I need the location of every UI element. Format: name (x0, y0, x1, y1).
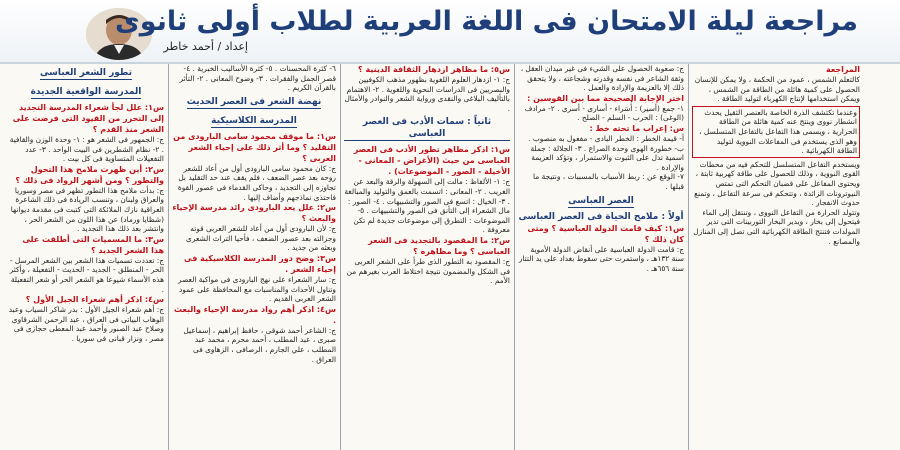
column-divider (688, 64, 689, 450)
column-heading: تطور الشعر العباسى (39, 68, 133, 78)
section-subheading: المدرسة الواقعية الجديدة (30, 87, 142, 97)
column-1 (6, 64, 166, 450)
question: س٢: علل يعد البارودى رائد مدرسة الإحياء والبعث ؟ (172, 203, 336, 224)
paragraph: ويستخدم التفاعل المتسلسل للتحكم فيه من محطات القوى النووية ، وذلك للحصول على طاقة كهربية ثابتة ، ويحتوى المفاعل على قضبان التحكم التى تمتص النيوترونات الزائدة ، وتتحكم فى سرعة التفاعل ، وتمنع حدوث الانفجار . (694, 159, 860, 208)
question: س٢: أين ظهرت ملامح هذا التحول والتطور ؟ ومن أشهر الرواد فى ذلك ؟ (15, 164, 164, 185)
section-subheading: أولاً : ملامح الحياة فى العصر العباسى (518, 211, 684, 222)
author-byline: إعداد / أحمد خاطر (163, 40, 248, 53)
question: س٣: وضح دور المدرسة الكلاسيكية فى إحياء الشعر . (184, 253, 336, 274)
paragraph: وعندما تكتشف الذرة الخاصة بالعنصر الثقيل يحدث انشطار نووى وينتج عنه كمية هائلة من الطاقة الحرارية ، ويسمى هذا التفاعل بالتفاعل المتسلسل ، وهو الذى يستخدم فى المفاعلات النووية لتوليد الطاقة الكهربائية . (699, 107, 857, 156)
column-heading: نهضة الشعر فى العصر الحديث (186, 96, 322, 107)
question: س٥: ما مظاهر ازدهار الثقافة الدينية ؟ (358, 65, 510, 74)
question: اختر الإجابة الصحيحة مما بين القوسين : (527, 93, 684, 103)
answer-text: ج: المقصود به التطور الذى طرأ على الشعر العربى فى الشكل والمضمون نتيجة اختلاط العرب بغيرهم من الأمم . (346, 256, 510, 286)
answer-text: ج: ١- ازدهار العلوم اللغوية بظهور مذهب الكوفيين والبصريين فى الدراسات النحوية واللغوية . ٢- الاهتمام بالتأليف البلاغى والنقدى ورواية الشعر والنوادر والأمثال . (344, 75, 510, 113)
question: س١: ما موقف محمود سامى البارودى من التقليد ؟ وما أثر ذلك على إحياء الشعر العربى ؟ (173, 131, 336, 163)
column-4 (516, 64, 686, 450)
answer-text: ج: صعوبة الحصول على الشيء فى غير ميدان العقل ، وثقة الشاعر فى نفسه وقدرته وشجاعته ، ولا يتحقق ذلك إلا بالعزيمة والإرادة والعمل . (520, 64, 684, 93)
column-2 (170, 64, 338, 450)
page-title: مراجعة ليلة الامتحان فى اللغة العربية لطلاب أولى ثانوى (115, 6, 858, 37)
paragraph: وتتولد الحرارة من التفاعل النووى ، وتنتقل إلى الماء فيتحول إلى بخار ، ويدير البخار التوربينات التى تدير المولدات فتنتج الطاقة الكهربائية التى تصل إلى المنازل والمصانع . (693, 207, 860, 246)
list-text: ٦- كثرة المحسنات . ٥- كثرة الأساليب الخبرية . ٤- قصر الجمل والفقرات . ٣- وضوح المعانى . ٢- التأثر بالقرآن الكريم . (179, 64, 336, 93)
column-3 (342, 64, 512, 450)
section-heading: العصر العباسى (568, 195, 634, 206)
paragraph: كالتعلم الشمس ، عمود من الحكمة ، ولا يمكن للإنسان الحصول على كمية هائلة من الطاقة من الشمس ، ويمكن استخدامها لإنتاج الكهرباء لتوليد الطاقة . (694, 75, 860, 104)
question: س١: اذكر مظاهر تطور الأدب فى العصر العباسى من حيث (الأغراض - المعانى - الأخيلة - الصور - الموضوعات) . (353, 145, 510, 177)
article-body (0, 64, 900, 450)
answer-text: ٧- الوقع عن : ربط الأسباب بالمسببات ، ونتيجة ما قبلها . (533, 172, 684, 191)
column-5 (690, 64, 862, 450)
question: س٢: ما المقصود بالتجديد فى الشعر العباسى ؟ وما مظاهره ؟ (368, 235, 510, 256)
answer-text: ج: تعددت تسميات هذا الشعر بين الشعر المرسل - الحر - المنطلق - الجديد - الحديث - التفعيلة ، وأكثر هذه الأسماء شيوعا هو الشعر الحر أو شعر التفعيلة . (9, 255, 164, 294)
page-header (0, 0, 900, 64)
question: س٤: اذكر أهم رواد مدرسة الإحياء والبعث . (173, 304, 336, 325)
column-divider (340, 64, 341, 450)
section-subheading: المدرسة الكلاسيكية (211, 115, 297, 126)
column-divider (514, 64, 515, 450)
answer-text: ج: الشاعر أحمد شوقى ، حافظ إبراهيم ، إسماعيل صبرى ، عبد المطلب ، أحمد محرم ، محمد عبد المطلب ، علي الجارم ، الرصافى ، الزهاوى فى العراق . (183, 325, 336, 364)
answer-text: ج: قامت الدولة العباسية على أنقاض الدولة الأموية سنة ١٣٢هـ ، واستمرت حتى سقوط بغداد على يد التتار سنة ٦٥٦هـ . (518, 244, 684, 273)
question: س٤: اذكر أهم شعراء الجيل الأول ؟ (25, 295, 164, 305)
answer-text: ج: الجمهور فى الشعر هو : ١- وحدة الوزن والقافية . ٢- نظام الشطرين فى البيت الواحد . ٣- عدد التفعيلات المتساوية فى كل بيت . (9, 135, 164, 164)
answer-text: ج: أهم شعراء الجيل الأول : بدر شاكر السياب وعبد الوهاب البياتى فى العراق ، عبد الرحمن الشرقاوى وصلاح عبد الصبور وأحمد عبد المعطى حجازى فى مصر ، ونزار قبانى فى سوريا . (8, 305, 164, 343)
column-divider (168, 64, 169, 450)
column-heading: المراجعة (826, 65, 860, 74)
answer-text: ج: بدأت ملامح هذا التطور تظهر فى مصر وسوريا والعراق ولبنان ، وتنسب الريادة فى ذلك الشاعرة العراقية نازك الملائكة التى كتبت فى مقدمة ديوانها (شظايا ورماد) عن هذا اللون من الشعر الحر ، وانتشر بعد ذلك هذا التجديد . (10, 185, 164, 234)
answer-text: ١- جمع (أسير) : أُسَراء - أسارى - أسرى . ٢- مرادف (الوغى) : الحرب - السلم - الصلح . (524, 103, 684, 123)
answer-text: ج: ١- الألفاظ : مالت إلى السهولة والرقة والبعد عن الغريب . ٢- المعانى : اتسمت بالعمق والتوليد والمبالغة . ٣- الخيال : اتسع فى الصور والتشبيهات . ٤- الصور : مال الشعراء إلى التأنق فى الصور والتشبيهات . ٥- الموضوعات : التطرق إلى موضوعات جديدة لم تكن معروفة . (344, 177, 510, 235)
answer-text: ج: لأن البارودى أول من أعاد للشعر العربى قوته وجزالته بعد عصور الضعف ، فأحيا التراث الشعرى وبعثه من جديد . (186, 224, 336, 253)
answer-text: أ- قيمة الخطر : الخطر البادى - مفعول به منصوب . ب- خطورة الهوى وحدة الصراع . ٣- الجلالة : جملة اسمية تدل على الثبوت والاستمرار ، وتؤكد العزيمة والإرادة . (528, 133, 684, 172)
answer-text: ج: سار الشعراء على نهج البارودى فى مواكبة العصر وتناول الأحداث والمناسبات مع المحافظة على عمود الشعر العربى القديم . (178, 274, 336, 304)
question: س١: علل لجأ شعراء المدرسة التجديد إلى التحرر من القيود التى فرضت على الشعر منذ القدم ؟ (12, 103, 164, 134)
highlight-box (692, 106, 860, 158)
question: س١: كيف قامت الدولة العباسية ؟ ومتى كان ذلك ؟ (527, 223, 684, 244)
question: س٣: ما المسميات التى أطلقت على هذا الشعر الجديد ؟ (22, 234, 164, 255)
answer-text: ج: كان محمود سامى البارودى أول من أعاد للشعر روحه بعد عصر الضعف ، فلم يقف عند حد التقليد بل تجاوزه إلى التجديد ، وحاكى القدماء فى عصور القوة فاحتذى نماذجهم وأضاف إليها . (177, 163, 336, 202)
section-heading: ثانياً : سمات الأدب فى العصر العباسى (344, 116, 510, 141)
question: س: إعراب ما تحته خط : (589, 123, 684, 133)
